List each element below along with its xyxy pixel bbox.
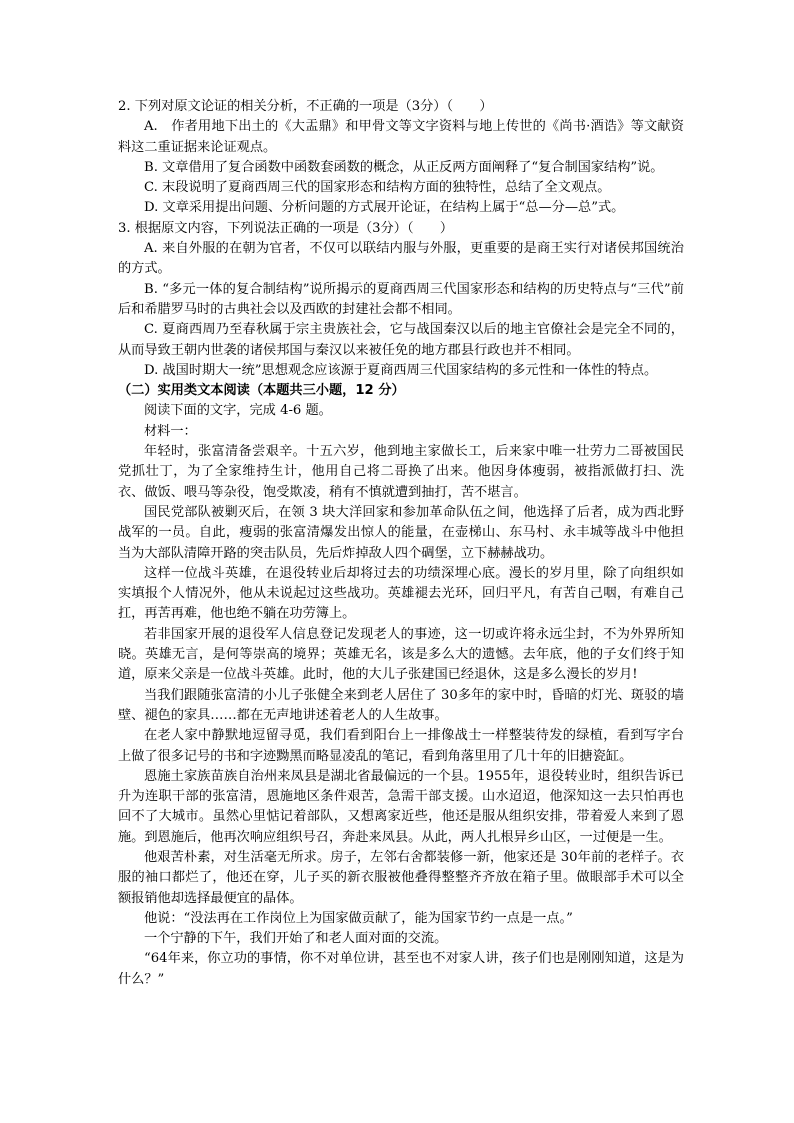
section-heading: （二）实用类文本阅读（本题共三小题，12 分） [118,383,405,399]
question-3-option-a: A. 来自外服的在朝为官者，不仅可以联结内服与外服，更重要的是商王实行对诸侯邦国统治的方式。 [118,241,684,277]
question-2-stem: 2. 下列对原文论证的相关分析，不正确的一项是（3分）（ ） [118,99,493,114]
passage-paragraph: 年轻时，张富清备尝艰辛。十五六岁，他到地主家做长工，后来家中唯一壮劳力二哥被国民党抓壮丁，为了全家维持生计，他用自己将二哥换了出来。他因身体瘦弱，被指派做打扫、洗衣、做饭、喂马等杂役，饱受欺凌，稍有不慎就遭到抽打，苦不堪言。 [118,444,684,500]
question-3-stem: 3. 根据原文内容，下列说法正确的一项是（3分）（ ） [118,220,454,236]
question-2-option-a: A. 作者用地下出土的《大盂鼎》和甲骨文等文字资料与地上传世的《尚书·酒诰》等文献资料这二重证据来论证观点。 [118,119,684,155]
passage-paragraph: “64年来，你立功的事情，你不对单位讲，甚至也不对家人讲，孩子们也是刚刚知道，这是为什么？” [118,951,684,987]
passage-paragraph: 他艰苦朴素，对生活毫无所求。房子，左邻右舍都装修一新，他家还是 30年前的老样子。衣服的袖口都烂了，他还在穿，儿子买的新衣服被他叠得整整齐齐放在箱子里。做眼部手术可以全额报销他却选择最便宜的晶体。 [118,849,684,906]
question-3-option-c: C. 夏商西周乃至春秋属于宗主贵族社会，它与战国秦汉以后的地主官僚社会是完全不同的，从而导致王朝内世袭的诸侯邦国与秦汉以来被任免的地方郡县行政也并不相同。 [118,322,684,358]
question-2-option-b: B. 文章借用了复合函数中函数套函数的概念，从正反两方面阐释了“复合制国家结构”说。 [144,159,664,175]
passage-paragraph: 这样一位战斗英雄，在退役转业后却将过去的功绩深埋心底。漫长的岁月里，除了向组织如实填报个人情况外，他从未说起过这些战功。英雄褪去光环，回归平凡，有苦自己咽，有难自己扛，再苦再难，他也绝不躺在功劳簿上。 [118,565,684,622]
passage-paragraph: 在老人家中静默地逗留寻觅，我们看到阳台上一排像战士一样整装待发的绿植，看到写字台上做了很多记号的书和字迹黝黑而略显凌乱的笔记，看到角落里用了几十年的旧搪瓷缸。 [118,728,684,764]
passage-paragraph: 国民党部队被剿灭后，在领 3 块大洋回家和参加革命队伍之间，他选择了后者，成为西北野战军的一员。自此，瘦弱的张富清爆发出惊人的能量，在壶梯山、东马村、永丰城等战斗中他担当为大部队清障开路的突击队员，先后炸掉敌人四个碉堡，立下赫赫战功。 [118,504,684,561]
passage-paragraph: 恩施土家族苗族自治州来凤县是湖北省最偏远的一个县。1955年，退役转业时，组织告诉已升为连职干部的张富清，恩施地区条件艰苦，急需干部支援。山水迢迢，他深知这一去只怕再也回不了大城市。虽然心里惦记着部队，又想离家近些，他还是服从组织安排，带着爱人来到了恩施。到恩施后，他再次响应组织号召，奔赴来凤县。从此，两人扎根异乡山区，一过便是一生。 [118,768,684,845]
material-label: 材料一： [144,423,197,439]
exam-page [118,97,684,990]
section-instruction: 阅读下面的文字，完成 4-6 题。 [144,403,332,419]
passage-paragraph: 若非国家开展的退役军人信息登记发现老人的事迹，这一切或许将永远尘封，不为外界所知晓。英雄无言，是何等崇高的境界；英雄无名，该是多么大的遗憾。去年底，他的子女们终于知道，原来父亲是一位战斗英雄。此时，他的大儿子张建国已经退休，这是多么漫长的岁月! [118,626,684,683]
passage-paragraph: 当我们跟随张富清的小儿子张健全来到老人居住了 30多年的家中时，昏暗的灯光、斑驳的墙壁、褪色的家具……都在无声地讲述着老人的人生故事。 [118,687,684,723]
question-3-option-d: D. 战国时期大一统”思想观念应该源于夏商西周三代国家结构的多元性和一体性的特点。 [144,362,658,378]
question-2-option-d: D. 文章采用提出问题、分析问题的方式展开论证，在结构上属于“总—分—总”式。 [144,200,625,216]
passage-paragraph: 他说：“没法再在工作岗位上为国家做贡献了，能为国家节约一点是一点。” [144,910,573,926]
question-2-option-c: C. 末段说明了夏商西周三代的国家形态和结构方面的独特性，总结了全文观点。 [144,180,611,196]
passage-paragraph: 一个宁静的下午，我们开始了和老人面对面的交流。 [144,931,448,947]
question-3-option-b: B. “多元一体的复合制结构”说所揭示的夏商西周三代国家形态和结构的历史特点与“三代”前后和希腊罗马时的古典社会以及西欧的封建社会都不相同。 [118,281,684,317]
